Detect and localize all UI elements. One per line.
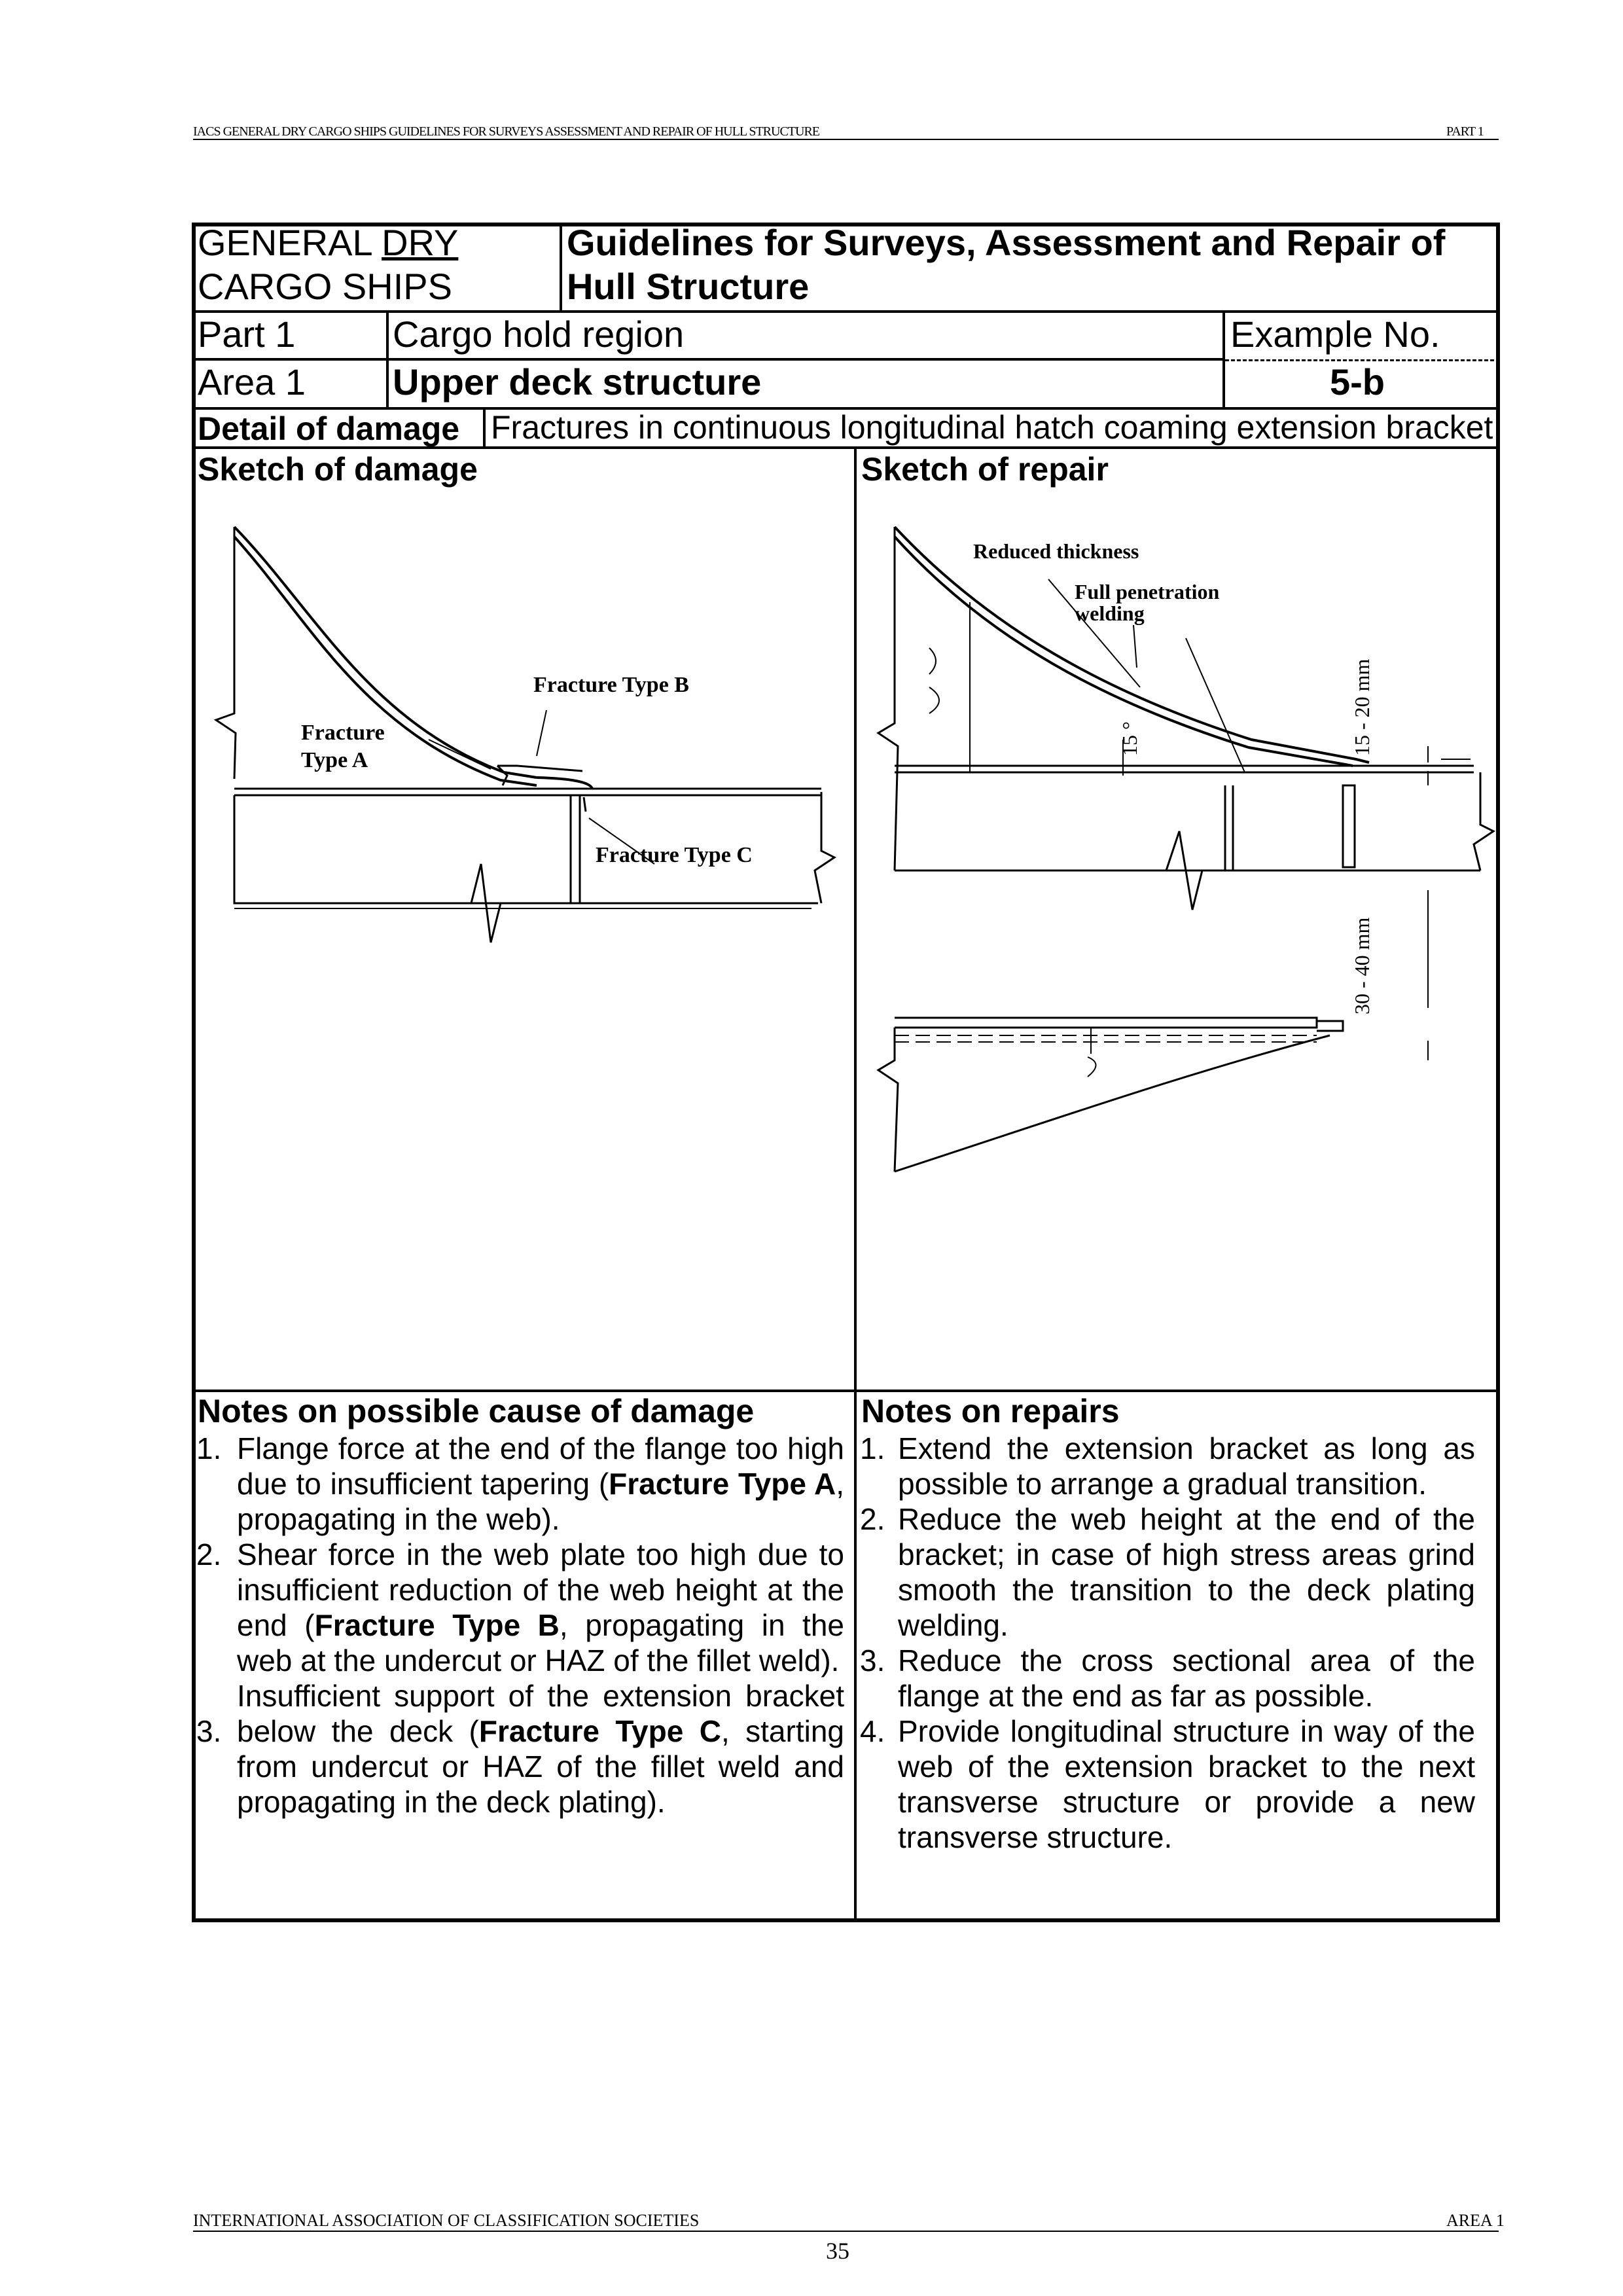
dim-angle-label: 15 ° <box>1118 721 1141 756</box>
list-item: 3. Reduce the cross sectional area of the flange at the end as far as possible. <box>860 1643 1475 1713</box>
notes-cause-heading: Notes on possible cause of damage <box>198 1393 755 1429</box>
footer-area: AREA 1 <box>1446 2211 1505 2230</box>
sketch-damage-heading: Sketch of damage <box>198 451 478 488</box>
part-name: Cargo hold region <box>393 314 685 355</box>
fracture-type-a-label-1: Fracture <box>301 721 385 745</box>
list-item: 2. Shear force in the web plate too high due to insufficient reduction of the web height at the end (Fracture Type B, propagating in the web at the undercut or HAZ of the fillet weld). <box>196 1537 845 1677</box>
sketch-repair-heading: Sketch of repair <box>861 451 1109 488</box>
notes-repairs-list <box>860 1431 1475 1855</box>
running-header-part: PART 1 <box>1446 124 1484 139</box>
fracture-type-c-label: Fracture Type C <box>596 843 753 867</box>
ship-type-line1: GENERAL DRY <box>198 222 459 263</box>
divider <box>560 223 562 312</box>
header-rule <box>193 139 1499 140</box>
page-number: 35 <box>826 2238 849 2264</box>
list-item: 1. Extend the extension bracket as long as possible to arrange a gradual transition. <box>860 1431 1475 1501</box>
notes-repairs-heading: Notes on repairs <box>861 1393 1120 1429</box>
divider <box>854 446 857 1922</box>
notes-cause-list <box>196 1431 844 1820</box>
repair-sketch <box>859 497 1497 1374</box>
list-item: 3. Insufficient support of the extension bracket below the deck (Fracture Type C, starting from undercut or HAZ of the fillet weld and propagating in the deck plating). <box>196 1679 844 1819</box>
footer-organization: INTERNATIONAL ASSOCIATION OF CLASSIFICATION SOCIETIES <box>193 2211 700 2230</box>
ship-type-line2: CARGO SHIPS <box>198 266 452 307</box>
detail-of-damage-label: Detail of damage <box>198 410 460 447</box>
dim-30-40-label: 30 - 40 mm <box>1350 917 1374 1014</box>
area-label: Area 1 <box>198 361 306 403</box>
running-header-title: IACS GENERAL DRY CARGO SHIPS GUIDELINES FOR SURVEYS ASSESSMENT AND REPAIR OF HULL STRUCTURE <box>193 124 819 139</box>
list-item: 2. Reduce the web height at the end of the bracket; in case of high stress areas grind smooth the transition to the deck plating welding. <box>860 1502 1475 1642</box>
example-label: Example No. <box>1230 314 1440 355</box>
divider <box>483 407 486 448</box>
list-item: 4. Provide longitudinal structure in way of the web of the extension bracket to the next transverse structure or provide a new transverse structure. <box>860 1714 1475 1854</box>
reduced-thickness-label: Reduced thickness <box>973 539 1139 563</box>
full-penetration-label-2: welding <box>1075 601 1145 625</box>
fracture-type-b-label: Fracture Type B <box>533 673 689 697</box>
guide-title-line2: Hull Structure <box>567 266 810 307</box>
guide-title-line1: Guidelines for Surveys, Assessment and Repair of <box>567 222 1446 263</box>
full-penetration-label-1: Full penetration <box>1075 580 1220 603</box>
damage-sketch <box>196 497 851 1008</box>
list-item: 1. Flange force at the end of the flange too high due to insufficient tapering (Fracture Type A, propagating in the web). <box>196 1431 844 1536</box>
area-name: Upper deck structure <box>393 361 762 403</box>
footer-rule <box>193 2231 1499 2232</box>
dim-15-20-label: 15 - 20 mm <box>1350 658 1374 756</box>
detail-of-damage-text: Fractures in continuous longitudinal hatch coaming extension bracket <box>491 409 1493 446</box>
fracture-type-a-label-2: Type A <box>301 748 368 772</box>
part-label: Part 1 <box>198 314 296 355</box>
example-number: 5-b <box>1330 361 1385 403</box>
